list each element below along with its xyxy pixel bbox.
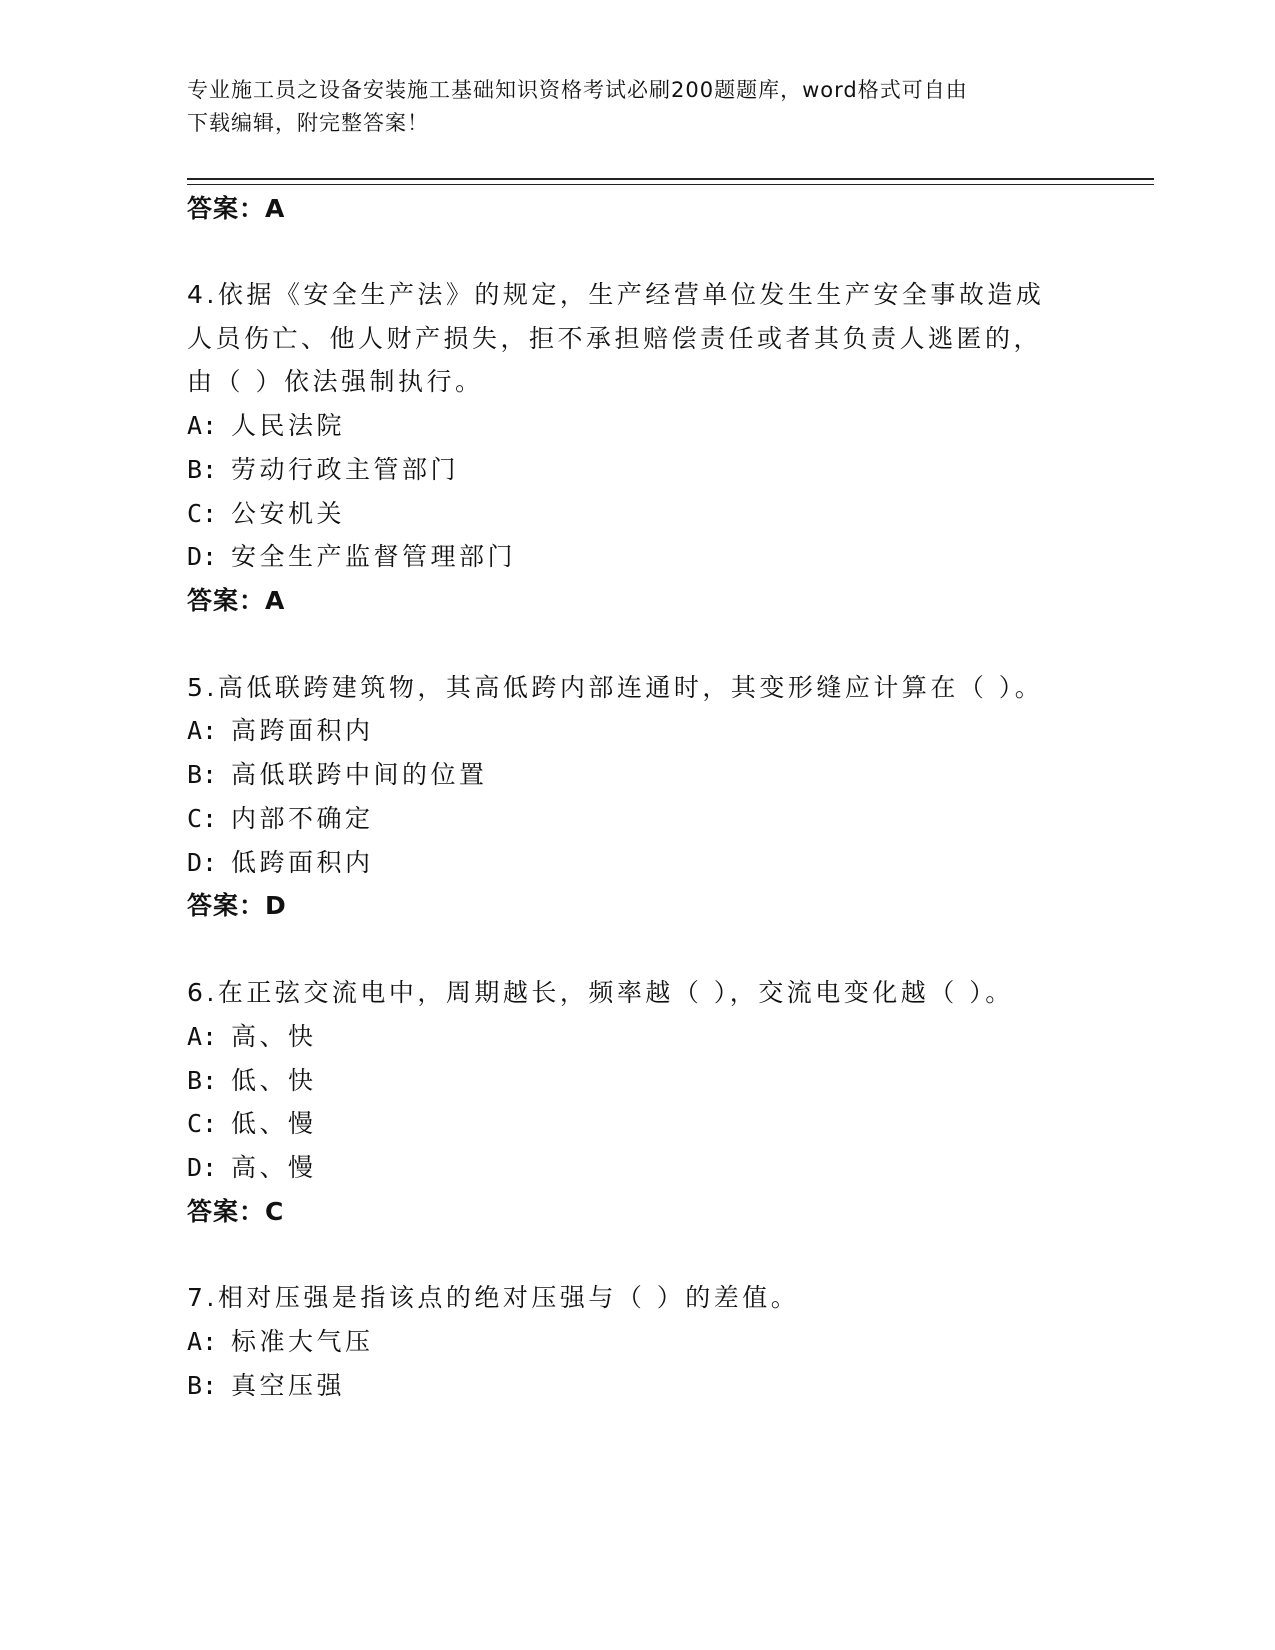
question-4-line-1: 4.依据《安全生产法》的规定，生产经营单位发生生产安全事故造成 — [187, 280, 1045, 309]
option-4c — [187, 498, 345, 530]
option-7a — [187, 1326, 374, 1358]
option-letter: B: — [187, 1371, 218, 1400]
option-text: 高跨面积内 — [231, 716, 374, 745]
option-6c — [187, 1108, 317, 1140]
option-text: 低、慢 — [231, 1109, 317, 1138]
option-letter: C: — [187, 1109, 218, 1138]
option-letter: B: — [187, 760, 218, 789]
option-letter: A: — [187, 1022, 218, 1051]
question-6-line-1: 6.在正弦交流电中，周期越长，频率越（ ），交流电变化越（ ）。 — [187, 978, 1014, 1007]
option-letter: C: — [187, 804, 218, 833]
option-5d — [187, 847, 374, 879]
option-6b — [187, 1065, 317, 1097]
header-line-1: 专业施工员之设备安装施工基础知识资格考试必刷200题题库，word格式可自由 — [187, 78, 968, 102]
answer-q5: 答案：D — [187, 891, 287, 920]
option-letter: A: — [187, 716, 218, 745]
option-7b — [187, 1370, 345, 1402]
question-7-line-1: 7.相对压强是指该点的绝对压强与（ ）的差值。 — [187, 1283, 800, 1312]
option-text: 内部不确定 — [231, 804, 374, 833]
question-5-line-1: 5.高低联跨建筑物，其高低跨内部连通时，其变形缝应计算在（ ）。 — [187, 673, 1044, 702]
header-divider-thin — [187, 184, 1154, 185]
question-4-line-3: 由（ ）依法强制执行。 — [187, 367, 484, 396]
option-text: 公安机关 — [231, 499, 346, 528]
option-text: 低、快 — [231, 1066, 317, 1095]
option-text: 高、慢 — [231, 1153, 317, 1182]
option-text: 人民法院 — [231, 411, 346, 440]
option-text: 高、快 — [231, 1022, 317, 1051]
option-text: 低跨面积内 — [231, 848, 374, 877]
question-4-line-2: 人员伤亡、他人财产损失，拒不承担赔偿责任或者其负责人逃匿的， — [187, 324, 1043, 353]
option-text: 真空压强 — [231, 1371, 346, 1400]
option-6a — [187, 1021, 317, 1053]
answer-q4: 答案：A — [187, 586, 286, 615]
option-text: 高低联跨中间的位置 — [231, 760, 488, 789]
option-4d — [187, 541, 516, 573]
answer-q3: 答案：A — [187, 194, 286, 223]
option-5c — [187, 803, 374, 835]
option-letter: D: — [187, 542, 218, 571]
document-header — [187, 74, 1067, 140]
option-4b — [187, 454, 459, 486]
option-4a — [187, 410, 345, 442]
header-line-2: 下载编辑，附完整答案！ — [187, 111, 429, 135]
option-letter: B: — [187, 455, 218, 484]
option-text: 安全生产监督管理部门 — [231, 542, 517, 571]
option-letter: D: — [187, 848, 218, 877]
option-letter: B: — [187, 1066, 218, 1095]
option-6d — [187, 1152, 317, 1184]
option-text: 标准大气压 — [231, 1327, 374, 1356]
option-letter: D: — [187, 1153, 218, 1182]
header-divider-thick — [187, 178, 1154, 180]
option-5b — [187, 759, 488, 791]
option-letter: A: — [187, 1327, 218, 1356]
option-letter: C: — [187, 499, 218, 528]
answer-q6: 答案：C — [187, 1197, 285, 1226]
option-5a — [187, 715, 374, 747]
option-text: 劳动行政主管部门 — [231, 455, 460, 484]
option-letter: A: — [187, 411, 218, 440]
